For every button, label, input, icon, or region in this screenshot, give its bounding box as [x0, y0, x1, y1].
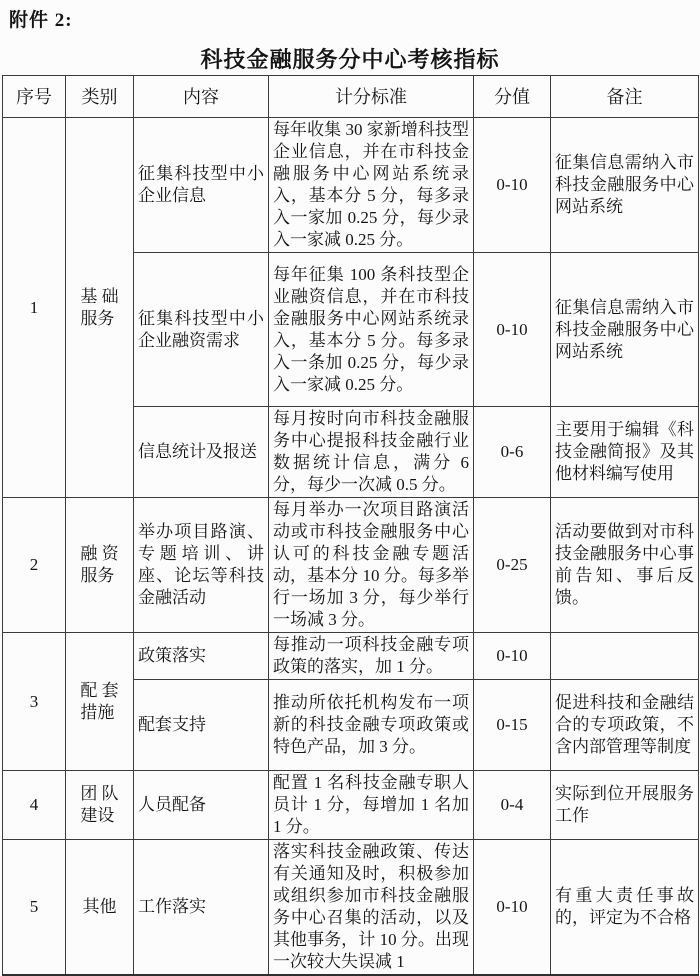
cell-note: 促进科技和金融结合的专项政策，不含内部管理等制度 — [551, 680, 699, 771]
cell-score: 0-4 — [474, 771, 551, 840]
attachment-label: 附件 2: — [9, 10, 73, 31]
col-header-content: 内容 — [134, 76, 269, 118]
cell-content: 政策落实 — [134, 633, 269, 680]
cell-content: 征集科技型中小企业信息 — [134, 118, 269, 253]
cell-standard: 每月按时向市科技金融服务中心提报科技金融行业数据统计信息，满分 6 分，每少一次减 0.5 分。 — [269, 407, 474, 498]
cell-content: 配套支持 — [134, 680, 269, 771]
cell-note: 有重大责任事故的，评定为不合格 — [551, 840, 699, 976]
table-row — [3, 771, 699, 840]
cell-standard: 配置 1 名科技金融专职人员计 1 分，每增加 1 名加 1 分。 — [269, 771, 474, 840]
cell-category — [66, 633, 134, 771]
cell-category — [66, 771, 134, 840]
cell-content: 举办项目路演、专题培训、讲座、论坛等科技金融活动 — [134, 498, 269, 633]
cell-no: 4 — [3, 771, 66, 840]
cell-standard: 推动所依托机构发布一项新的科技金融专项政策或特色产品，加 3 分。 — [269, 680, 474, 771]
category-label: 团队建设 — [80, 784, 119, 825]
cell-standard: 每年收集 30 家新增科技型企业信息，并在市科技金融服务中心网站系统录入，基本分 5 分，每多录入一家加 0.25 分，每少录入一家减 0.25 分。 — [269, 118, 474, 253]
cell-note: 征集信息需纳入市科技金融服务中心网站系统 — [551, 118, 699, 253]
assessment-table — [2, 75, 699, 976]
cell-no: 5 — [3, 840, 66, 976]
cell-note — [551, 633, 699, 680]
cell-content: 人员配备 — [134, 771, 269, 840]
cell-score: 0-25 — [474, 498, 551, 633]
cell-note: 活动要做到对市科技金融服务中心事前告知、事后反馈。 — [551, 498, 699, 633]
cell-note: 实际到位开展服务工作 — [551, 771, 699, 840]
table-row — [3, 118, 699, 253]
cell-no: 1 — [3, 118, 66, 498]
cell-score: 0-10 — [474, 118, 551, 253]
category-label: 配套措施 — [80, 680, 119, 722]
cell-standard: 每月举办一次项目路演活动或市科技金融服务中心认可的科技金融专题活动，基本分 10 分。每多举行一场加 3 分，每少举行一场减 3 分。 — [269, 498, 474, 633]
cell-category — [66, 498, 134, 633]
cell-standard: 每年征集 100 条科技型企业融资信息，并在市科技金融服务中心网站系统录入，基本分 5 分。每多录入一条加 0.25 分，每少录入一家减 0.25 分。 — [269, 253, 474, 407]
col-header-no: 序号 — [3, 76, 66, 118]
cell-content: 工作落实 — [134, 840, 269, 976]
cell-score: 0-10 — [474, 253, 551, 407]
table-header-row — [3, 76, 699, 118]
cell-score: 0-15 — [474, 680, 551, 771]
cell-note: 征集信息需纳入市科技金融服务中心网站系统 — [551, 253, 699, 407]
cell-category: 其他 — [66, 840, 134, 976]
col-header-category: 类别 — [66, 76, 134, 118]
cell-note: 主要用于编辑《科技金融简报》及其他材料编写使用 — [551, 407, 699, 498]
cell-category — [66, 118, 134, 498]
table-row — [3, 840, 699, 976]
cell-no: 3 — [3, 633, 66, 771]
cell-no: 2 — [3, 498, 66, 633]
cell-score: 0-10 — [474, 633, 551, 680]
page-title: 科技金融服务分中心考核指标 — [200, 47, 500, 72]
col-header-score: 分值 — [474, 76, 551, 118]
category-label: 基础服务 — [80, 286, 119, 328]
cell-standard: 每推动一项科技金融专项政策的落实，加 1 分。 — [269, 633, 474, 680]
col-header-note: 备注 — [551, 76, 699, 118]
cell-standard: 落实科技金融政策、传达有关通知及时，积极参加或组织参加市科技金融服务中心召集的活动，以及其他事务，计 10 分。出现一次较大失误减 1 — [269, 840, 474, 976]
col-header-standard: 计分标准 — [269, 76, 474, 118]
cell-content: 征集科技型中小企业融资需求 — [134, 253, 269, 407]
category-label: 融资服务 — [80, 544, 119, 585]
cell-score: 0-6 — [474, 407, 551, 498]
cell-score: 0-10 — [474, 840, 551, 976]
cell-content: 信息统计及报送 — [134, 407, 269, 498]
table-row — [3, 498, 699, 633]
table-row — [3, 633, 699, 680]
